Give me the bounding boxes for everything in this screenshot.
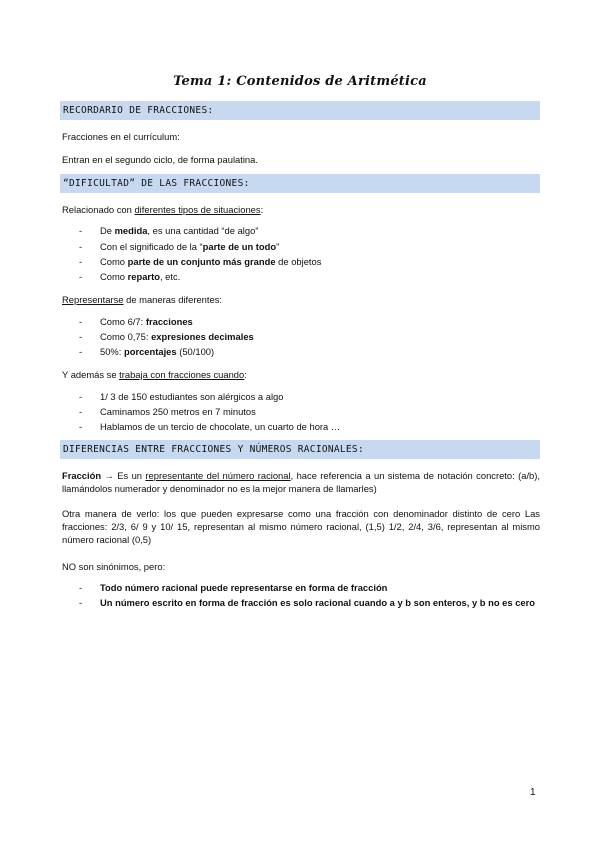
paragraph-no-sinonimos: NO son sinónimos, pero: [62, 561, 166, 572]
list-dash: - [79, 597, 83, 608]
list-dash: - [79, 225, 83, 236]
list-text: Un número escrito en forma de fracción es solo racional cuando a y b son enteros, y b no es cero [100, 597, 536, 608]
section-heading-dificultad: “DIFICULTAD” DE LAS FRACCIONES: [60, 174, 540, 193]
list-text: De [100, 225, 115, 236]
trabaja-pre: Y además se [62, 369, 120, 380]
list-text: Como [100, 256, 128, 267]
representarse-underlined: Representarse [62, 294, 124, 305]
document-title: Tema 1: Contenidos de Aritmética [173, 74, 427, 89]
list-text: Con el significado de la “ [100, 241, 203, 252]
list-text: (50/100) [176, 346, 215, 357]
list-text: ” [276, 241, 280, 252]
list-dash: - [79, 582, 83, 593]
list-text: Hablamos de un tercio de chocolate, un cuarto de hora … [100, 421, 341, 432]
list-dash: - [79, 331, 83, 342]
list-text: 50%: [100, 346, 124, 357]
paragraph-relacionado [62, 203, 540, 216]
list-bold: expresiones decimales [151, 331, 254, 342]
list-text: Todo número racional puede representarse en forma de fracción [100, 582, 388, 593]
list-dash: - [79, 346, 83, 357]
relacionado-pre: Relacionado con [62, 204, 135, 215]
paragraph-otra-manera: Otra manera de verlo: los que pueden expresarse como una fracción con denominador distinto de cero Las fracciones: 2/3, 6/ 9 y 10/ 15, representan al mismo número racional, (1,5) 1/2, 2/4, 3/6, representan al mismo número racional (0,5) [62, 508, 540, 545]
fraccion-underlined: representante del número racional [145, 470, 291, 481]
list-dash: - [79, 316, 83, 327]
paragraph-fraccion [62, 469, 540, 495]
paragraph-trabaja [62, 368, 540, 381]
relacionado-post: : [260, 204, 264, 215]
trabaja-underlined: trabaja con fracciones cuando [119, 369, 245, 380]
list-bold: parte de un todo [202, 241, 277, 252]
list-bold: fracciones [145, 316, 193, 327]
paragraph-curriculum: Fracciones en el currículum: [62, 131, 180, 142]
trabaja-post: : [244, 369, 247, 380]
list-dash: - [79, 406, 83, 417]
list-text: de objetos [275, 256, 322, 267]
list-text: Como 0,75: [100, 331, 152, 342]
list-bold: parte de un conjunto más grande [127, 256, 276, 267]
paragraph-segundo-ciclo: Entran en el segundo ciclo, de forma paulatina. [62, 154, 258, 165]
list-dash: - [79, 256, 83, 267]
list-bold: porcentajes [123, 346, 177, 357]
relacionado-underlined: diferentes tipos de situaciones [134, 204, 261, 215]
list-text: Como [100, 271, 128, 282]
representarse-post: de maneras diferentes: [123, 294, 222, 305]
list-text: , etc. [159, 271, 181, 282]
section-heading-diferencias: DIFERENCIAS ENTRE FRACCIONES Y NÚMEROS RACIONALES: [60, 440, 540, 459]
list-bold: medida [114, 225, 148, 236]
list-dash: - [79, 391, 83, 402]
page-number: 1 [530, 787, 536, 798]
fraccion-bold: Fracción → [62, 470, 114, 481]
list-dash: - [79, 421, 83, 432]
section-heading-recordario: RECORDARIO DE FRACCIONES: [60, 101, 540, 120]
list-text: Como 6/7: [100, 316, 146, 327]
list-dash: - [79, 241, 83, 252]
list-text: , es una cantidad “de algo” [147, 225, 259, 236]
fraccion-text: , hace referencia a un sistema de notación concreto: (a/b), llamándolos numerador y denominador no es la mejor manera de llamarles) [62, 470, 541, 494]
paragraph-representarse [62, 293, 540, 306]
fraccion-text: Es un [113, 470, 146, 481]
list-bold: reparto [127, 271, 160, 282]
list-text: Caminamos 250 metros en 7 minutos [100, 406, 256, 417]
list-dash: - [79, 271, 83, 282]
list-text: 1/ 3 de 150 estudiantes son alérgicos a algo [100, 391, 284, 402]
